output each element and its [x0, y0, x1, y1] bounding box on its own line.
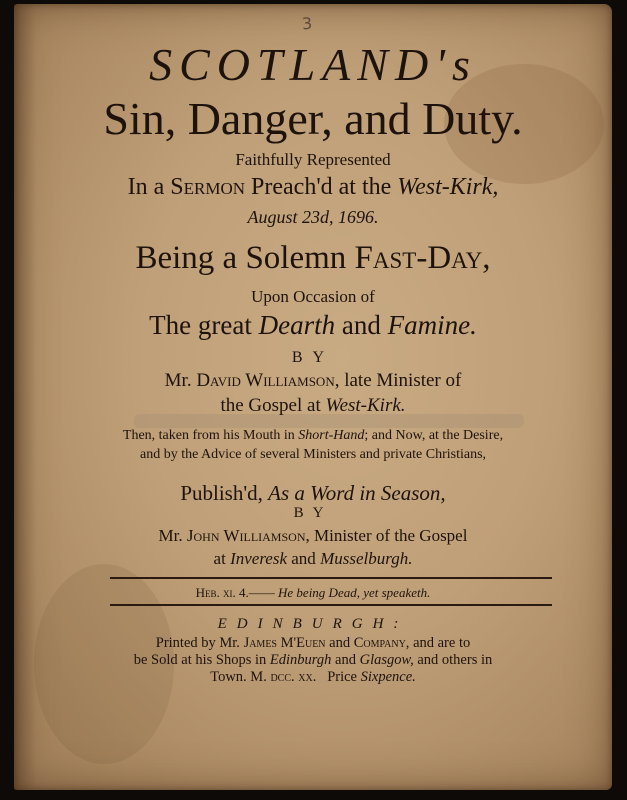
scripture-ref: Heb. xi. 4. [195, 585, 249, 600]
sermon-place: West-Kirk, [397, 174, 499, 200]
printer-line-2 [14, 652, 612, 669]
printer-company: Company, [353, 635, 410, 651]
author-line2-place: West-Kirk. [325, 395, 406, 416]
sermon-prefix: In a [127, 174, 165, 200]
dearth-and: and [341, 310, 381, 340]
title-line-2: Sin, Danger, and Duty. [103, 93, 523, 144]
printer2-city2: Glasgow, [359, 652, 414, 668]
printer-name: James M'Euen [243, 635, 326, 651]
publisher-place2: Musselburgh. [320, 549, 413, 568]
advice-line: and by the Advice of several Ministers and private Christians, [139, 447, 487, 462]
publisher-mr: Mr. [158, 526, 183, 545]
printer3-prefix: Town. [210, 669, 247, 685]
publisher-line [14, 526, 612, 546]
occasion-line: Upon Occasion of [251, 287, 375, 306]
fast-day-prefix: Being a Solemn [135, 240, 347, 276]
shorthand-now: Now, [395, 428, 426, 443]
author-line-2 [14, 395, 612, 417]
author-name: David Williamson, [196, 370, 340, 391]
dearth-prefix: The great [149, 310, 252, 340]
shorthand-and: ; and [364, 428, 393, 443]
printer3-amount: Sixpence. [360, 669, 416, 685]
sermon-word: Sermon [170, 174, 246, 200]
fast-day-word: Fast-Day, [354, 240, 491, 276]
publisher-and: and [291, 549, 316, 568]
printer2-rest: and others in [417, 652, 493, 668]
famine-word: Famine. [387, 310, 477, 340]
top-rule [110, 577, 552, 579]
publisher-line-2 [14, 549, 612, 569]
printer-prefix: Printed by Mr. [155, 635, 240, 651]
published-word: As a Word in Season, [268, 481, 446, 505]
printer-rest: and are to [413, 635, 471, 651]
fast-day-line [14, 240, 612, 277]
title-line-1: SCOTLAND's [149, 39, 477, 90]
printer2-and: and [335, 652, 356, 668]
printer3-year: M. dcc. xx. [250, 669, 317, 685]
city-line: EDINBURGH: [217, 616, 409, 632]
dearth-line [14, 310, 612, 341]
bottom-rule [110, 604, 552, 606]
shorthand-word: Short-Hand [298, 428, 365, 443]
publisher-role: Minister of the Gospel [314, 526, 468, 545]
author-mr: Mr. [164, 370, 192, 391]
scripture-quote: He being Dead, yet speaketh. [278, 585, 431, 600]
author-role: late Minister of [344, 370, 462, 391]
author-line [14, 370, 612, 392]
shorthand-taken: taken from his Mouth in [158, 428, 295, 443]
publisher-at: at [213, 549, 226, 568]
by-line-1: BY [291, 349, 335, 366]
sermon-line [14, 174, 612, 201]
printer2-prefix: be Sold at his Shops in [133, 652, 267, 668]
publisher-name: John Williamson, [186, 526, 310, 545]
published-prefix: Publish'd, [180, 481, 263, 505]
sermon-date: August 23d, 1696. [247, 207, 379, 227]
shorthand-rest: at the Desire, [428, 428, 504, 443]
printer2-city1: Edinburgh [269, 652, 332, 668]
author-line2-prefix: the Gospel at [220, 395, 321, 416]
published-line [14, 481, 612, 506]
printer-and: and [329, 635, 351, 651]
sermon-preached: Preach'd at the [251, 174, 392, 200]
publisher-place1: Inveresk [230, 549, 288, 568]
subtitle: Faithfully Represented [235, 150, 391, 169]
by-line-2: BY [293, 505, 333, 521]
printer-line-1 [14, 635, 612, 652]
dearth-word: Dearth [258, 310, 336, 340]
shorthand-then: Then, [122, 428, 156, 443]
printer-line-3 [14, 669, 612, 686]
scripture-dash: —— [248, 585, 275, 600]
scripture-line [14, 585, 612, 601]
title-page [14, 4, 612, 790]
printer3-price: Price [327, 669, 357, 685]
shorthand-line [14, 428, 612, 444]
pencil-note: 3 [301, 13, 313, 34]
